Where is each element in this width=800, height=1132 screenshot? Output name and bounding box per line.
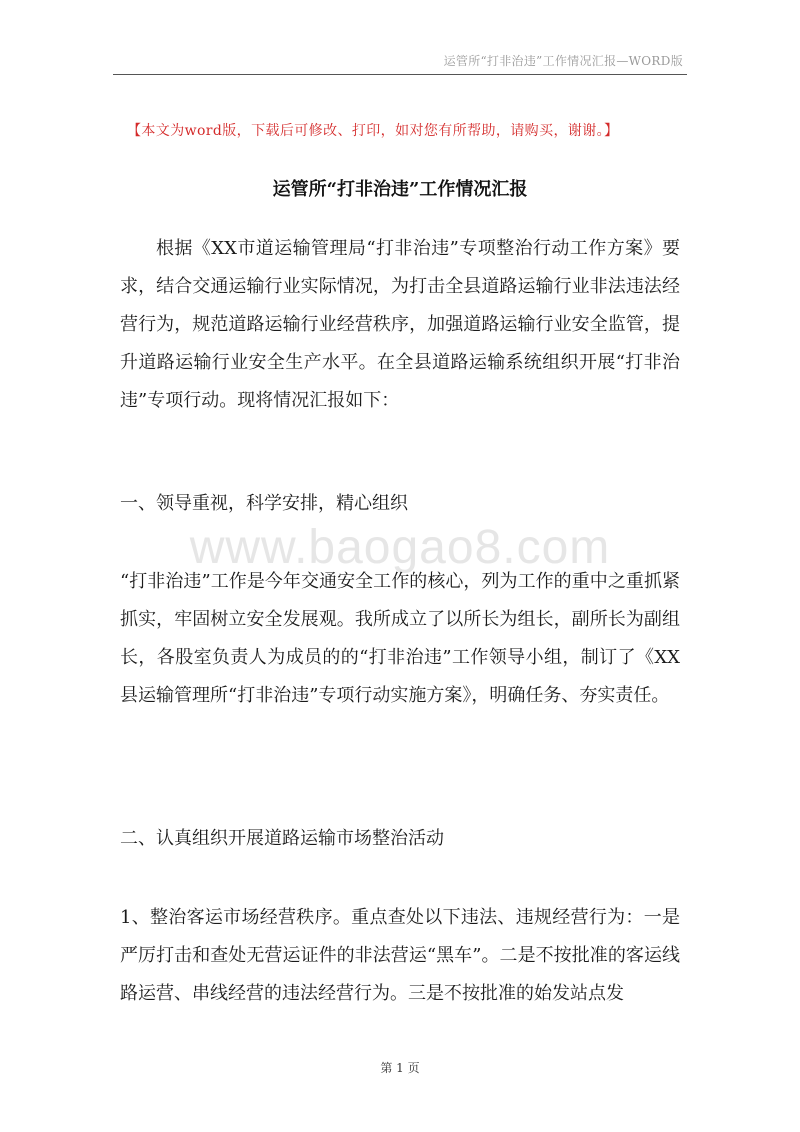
section-1-heading: 一、领导重视，科学安排，精心组织	[120, 493, 408, 514]
site-watermark: www.baogao8.com	[189, 521, 611, 574]
purchase-notice: 【本文为word版，下载后可修改、打印，如对您有所帮助，请购买，谢谢。】	[127, 123, 619, 139]
page-number: 第 1 页	[380, 1061, 420, 1075]
section-1-paragraph: “打非治违”工作是今年交通安全工作的核心，列为工作的重中之重抓紧抓实，牢固树立安全发展观。我所成立了以所长为组长，副所长为副组长，各股室负责人为成员的的“打非治违”工作领导小组，制订了《XX县运输管理所“打非治违”专项行动实施方案》，明确任务、夯实责任。	[120, 571, 680, 706]
section-2-heading: 二、认真组织开展道路运输市场整治活动	[120, 828, 444, 849]
intro-paragraph: 根据《XX市道运输管理局“打非治违”专项整治行动工作方案》要求，结合交通运输行业实际情况，为打击全县道路运输行业非法违法经营行为，规范道路运输行业经营秩序，加强道路运输行业安全监管，提升道路运输行业安全生产水平。在全县道路运输系统组织开展“打非治违”专项行动。现将情况汇报如下：	[120, 238, 680, 411]
running-header: 运管所“打非治违”工作情况汇报—WORD版	[443, 54, 683, 68]
header-divider	[113, 74, 687, 75]
document-title: 运管所“打非治违”工作情况汇报	[272, 179, 528, 200]
item-1-paragraph: 1、整治客运市场经营秩序。重点查处以下违法、违规经营行为：一是严厉打击和查处无营运证件的非法营运“黑车”。二是不按批准的客运线路运营、串线经营的违法经营行为。三是不按批准的始发站点发	[120, 907, 680, 1004]
